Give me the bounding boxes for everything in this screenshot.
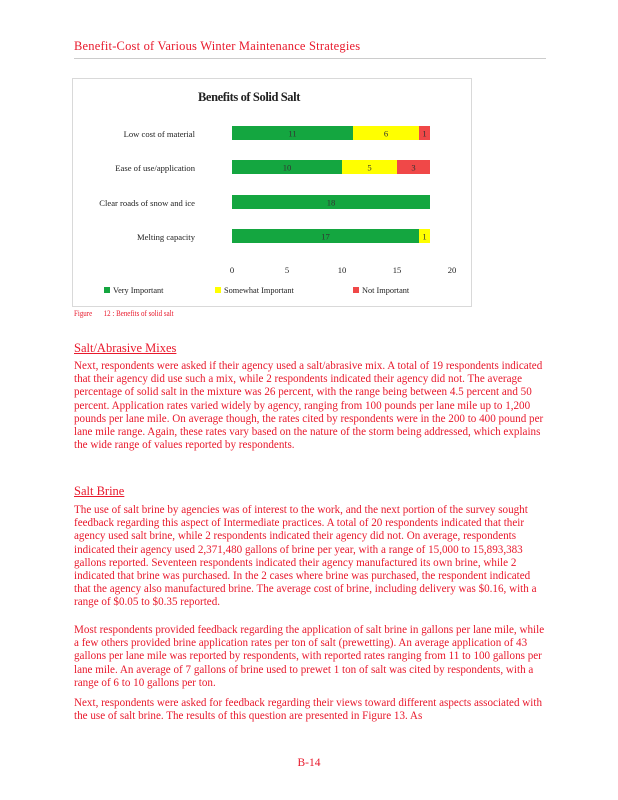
paragraph: Next, respondents were asked for feedback regarding their views toward different aspects associated with the use of salt brine. The results of this question are presented in Figure 13. As	[74, 697, 543, 723]
legend-swatch	[215, 287, 221, 293]
data-label: 3	[411, 162, 416, 173]
running-header: Benefit-Cost of Various Winter Maintenance Strategies	[74, 39, 546, 59]
legend-swatch	[353, 287, 359, 293]
figure-number: 12	[103, 308, 111, 318]
section-heading-salt-brine: Salt Brine	[74, 484, 125, 498]
section-heading-salt-abrasive: Salt/Abrasive Mixes	[74, 341, 177, 355]
paragraph: Next, respondents were asked if their agency used a salt/abrasive mix. A total of 19 respondents indicated that their agency did use such a mix, while 2 respondents indicated their agency did not. The average percentage of solid salt in the mixture was 26 percent, with the range being between 4.5 percent and 50 percent. Application rates varied widely by agency, ranging from 100 pounds per lane mile up to 1,200 pounds per lane mile. On average though, the rates cited by respondents were in the 200 to 400 pound per lane mile range. Again, these rates vary based on the nature of the storm being addressed, which explains the wide range of values reported by respondents.	[74, 360, 544, 452]
data-label: 18	[326, 197, 336, 208]
chart-title: Benefits of Solid Salt	[198, 90, 300, 104]
data-label: 1	[422, 231, 427, 242]
legend-label: Not Important	[362, 286, 410, 295]
data-label: 5	[367, 162, 372, 173]
data-label: 1	[422, 128, 427, 139]
benefits-chart	[73, 79, 471, 306]
category-label: Low cost of material	[123, 129, 195, 139]
legend-label: Somewhat Important	[224, 286, 294, 295]
x-tick-label: 0	[229, 265, 235, 275]
category-label: Ease of use/application	[115, 163, 195, 173]
legend-label: Very Important	[113, 286, 164, 295]
data-label: 11	[288, 128, 297, 139]
data-label: 6	[383, 128, 389, 139]
x-tick-label: 5	[284, 265, 290, 275]
x-tick-label: 20	[447, 265, 457, 275]
figure-label: Figure	[74, 308, 93, 318]
category-label: Melting capacity	[137, 232, 195, 242]
figure-caption-text: : Benefits of solid salt	[112, 308, 174, 318]
x-tick-label: 15	[392, 265, 402, 275]
paragraph: The use of salt brine by agencies was of interest to the work, and the next portion of the survey sought feedback regarding this aspect of Intermediate practices. A total of 20 respondents indicated that their agency used salt brine, while 2 respondents indicated their agency did not. On average, respondents indicated their agency used 2,371,480 gallons of brine per year, with a range of 15,000 to 15,893,383 gallons reported. Seventeen respondents indicated their agency manufactured its own brine, while 2 indicated that brine was purchased. In the 2 cases where brine was purchased, the respondent indicated that the agency also manufactured brine. The average cost of brine, including delivery was $0.16, with a range of $0.05 to $0.35 reported.	[74, 504, 537, 609]
figure-caption	[74, 308, 174, 318]
chart-container	[72, 78, 472, 307]
data-label: 10	[282, 162, 292, 173]
data-label: 17	[321, 231, 330, 242]
category-label: Clear roads of snow and ice	[99, 198, 195, 208]
page-number: B-14	[297, 757, 321, 769]
x-tick-label: 10	[337, 265, 347, 275]
paragraph: Most respondents provided feedback regarding the application of salt brine in gallons per lane mile, while a few others provided brine application rates per ton of salt (prewetting). An average application of 43 gallons per lane mile was reported by respondents, with reported rates ranging from 11 to 100 gallons per lane mile. An average of 7 gallons of brine used to prewet 1 ton of salt was cited by respondents, with a range of 6 to 10 gallons per ton.	[74, 624, 545, 689]
legend-swatch	[104, 287, 110, 293]
